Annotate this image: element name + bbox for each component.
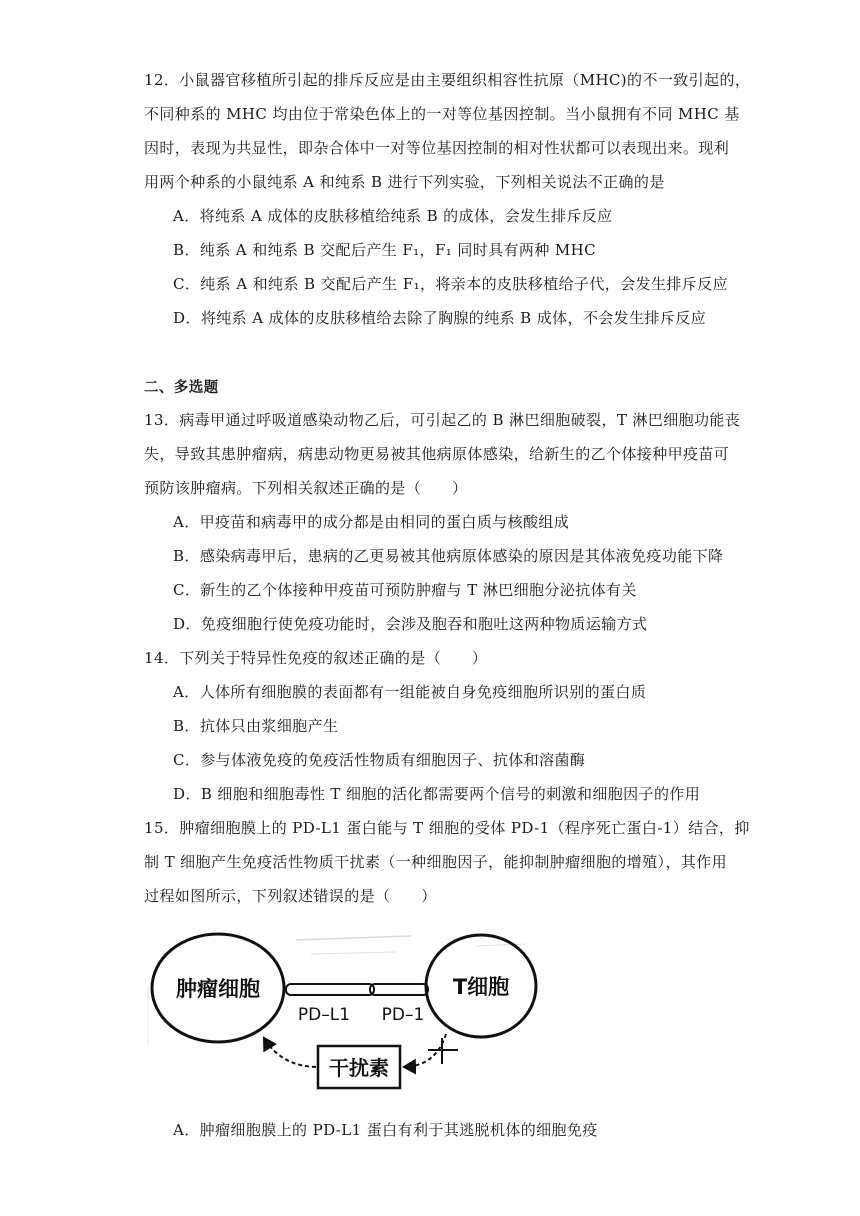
q13-stem-line: 失，导致其患肿瘤病，病患动物更易被其他病原体感染，给新生的乙个体接种甲疫苗可 <box>144 445 730 463</box>
q13-stem-line: 13．病毒甲通过呼吸道感染动物乙后，可引起乙的 B 淋巴细胞破裂，T 淋巴细胞功能丧 <box>144 411 741 429</box>
q12-option-b: B．纯系 A 和纯系 B 交配后产生 F₁，F₁ 同时具有两种 MHC <box>173 241 597 259</box>
q15-stem-line: 制 T 细胞产生免疫活性物质干扰素（一种细胞因子，能抑制肿瘤细胞的增殖），其作用 <box>144 853 728 871</box>
q12-stem-line: 不同种系的 MHC 均由位于常染色体上的一对等位基因控制。当小鼠拥有不同 MHC 基 <box>144 105 740 123</box>
q15-stem-line: 过程如图所示，下列叙述错误的是（ ） <box>144 887 437 905</box>
q14-option-b: B．抗体只由浆细胞产生 <box>173 717 339 735</box>
tumor-cell-label: 肿瘤细胞 <box>176 977 260 1001</box>
q14-option-c: C．参与体液免疫的免疫活性物质有细胞因子、抗体和溶菌酶 <box>173 751 586 769</box>
q13-stem-line: 预防该肿瘤病。下列相关叙述正确的是（ ） <box>144 479 468 497</box>
q13-option-d: D．免疫细胞行使免疫功能时，会涉及胞吞和胞吐这两种物质运输方式 <box>173 615 648 633</box>
q12-option-c: C．纯系 A 和纯系 B 交配后产生 F₁，将亲本的皮肤移植给子代，会发生排斥反应 <box>173 275 728 293</box>
q12-stem-line: 用两个种系的小鼠纯系 A 和纯系 B 进行下列实验，下列相关说法不正确的是 <box>144 173 665 191</box>
q12-stem-line: 12．小鼠器官移植所引起的排斥反应是由主要组织相容性抗原（MHC)的不一致引起的， <box>144 71 751 89</box>
q12-stem-line: 因时，表现为共显性，即杂合体中一对等位基因控制的相对性状都可以表现出来。现利 <box>144 139 730 157</box>
pd-1-label: PD–1 <box>381 1005 425 1025</box>
q14-option-d: D．B 细胞和细胞毒性 T 细胞的活化都需要两个信号的刺激和细胞因子的作用 <box>173 785 701 803</box>
pd-l1-pathway-figure <box>146 926 558 1102</box>
pd-l1-label: PD–L1 <box>297 1005 351 1025</box>
q13-option-b: B．感染病毒甲后，患病的乙更易被其他病原体感染的原因是其体液免疫功能下降 <box>173 547 724 565</box>
t-cell-label: T细胞 <box>452 975 510 999</box>
q13-option-a: A．甲疫苗和病毒甲的成分都是由相同的蛋白质与核酸组成 <box>173 513 570 531</box>
q14-stem-line: 14．下列关于特异性免疫的叙述正确的是（ ） <box>144 649 488 667</box>
q12-option-d: D．将纯系 A 成体的皮肤移植给去除了胸腺的纯系 B 成体，不会发生排斥反应 <box>173 309 707 327</box>
q12-option-a: A．将纯系 A 成体的皮肤移植给纯系 B 的成体，会发生排斥反应 <box>173 207 613 225</box>
section-title-multiple-choice: 二、多选题 <box>144 380 219 396</box>
interferon-label: 干扰素 <box>329 1056 389 1080</box>
q14-option-a: A．人体所有细胞膜的表面都有一组能被自身免疫细胞所识别的蛋白质 <box>173 683 647 701</box>
q13-option-c: C．新生的乙个体接种甲疫苗可预防肿瘤与 T 淋巴细胞分泌抗体有关 <box>173 581 637 599</box>
figure-svg <box>146 926 558 1102</box>
q15-stem-line: 15．肿瘤细胞膜上的 PD-L1 蛋白能与 T 细胞的受体 PD-1（程序死亡蛋白-1）结合，抑 <box>144 819 750 837</box>
q15-option-a: A．肿瘤细胞膜上的 PD-L1 蛋白有利于其逃脱机体的细胞免疫 <box>173 1121 598 1139</box>
